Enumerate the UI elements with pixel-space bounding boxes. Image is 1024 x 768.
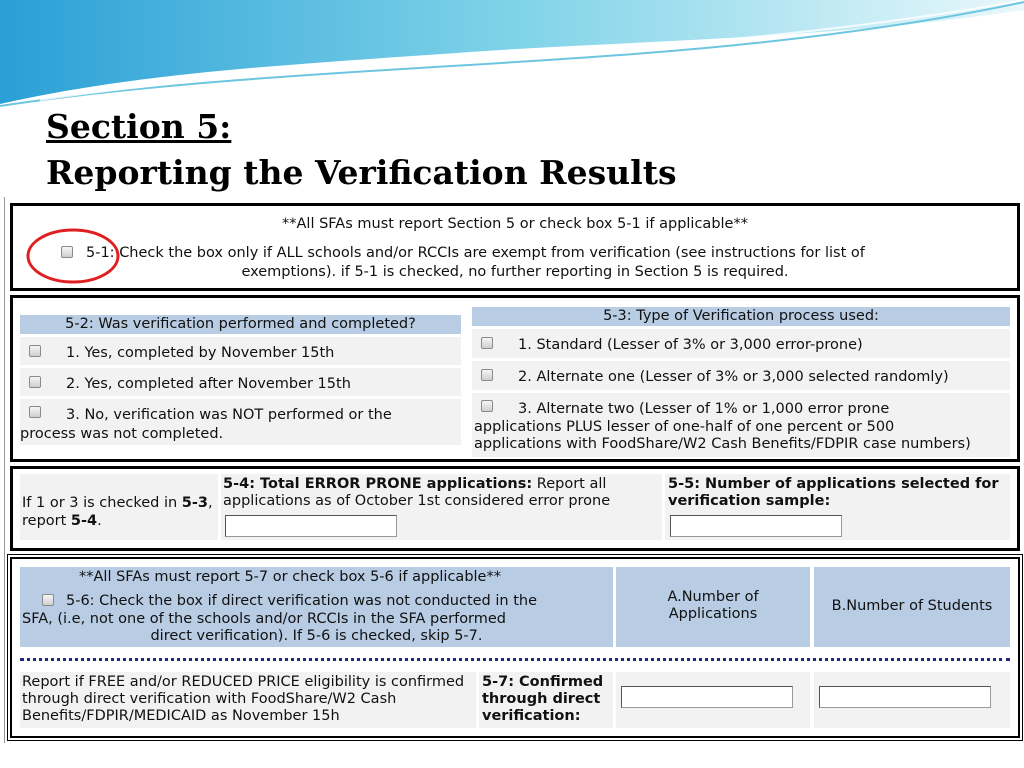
label-5-1-prefix: 5-1: [86,245,115,261]
option-5-2-2[interactable] [20,368,461,396]
column-header-applications: A.Number of Applications [616,567,810,647]
slide-title [46,104,677,196]
option-5-2-2-label: 2. Yes, completed after November 15th [66,376,351,392]
section-5-1-box [10,203,1020,291]
section-5-7-students-cell [814,672,1010,728]
checkbox-5-3-2[interactable] [481,369,493,381]
section-5-6-heading: **All SFAs must report 5-7 or check box 5-6 if applicable** [79,569,501,585]
section-5-1-heading: **All SFAs must report Section 5 or check box 5-1 if applicable** [282,216,748,232]
label-5-6-line-3: direct verification). If 5-6 is checked, skip 5-7. [150,628,483,644]
section-5-4-label-bold: 5-4: Total ERROR PRONE applications: [223,476,533,492]
direct-verification-students-input[interactable] [819,686,991,708]
note-text-3: . [97,513,102,529]
option-5-2-3-label-cont: process was not completed. [20,426,224,442]
section-5-7-note: Report if FREE and/or REDUCED PRICE eligibility is confirmed through direct verification with FoodShare/W2 Cash Benefits/FDPIR/MEDICAID as November 15h [22,674,465,724]
section-5-7-applications-cell [616,672,810,728]
direct-verification-applications-input[interactable] [621,686,793,708]
label-5-1-text: Check the box only if ALL schools and/or RCCIs are exempt from verification (see instructions for list of [119,245,865,261]
section-5-6-cell [20,567,613,647]
section-5-4-cell [221,474,662,540]
option-5-3-1-label: 1. Standard (Lesser of 3% or 3,000 error-prone) [518,337,863,353]
column-header-students: B.Number of Students [814,567,1010,647]
checkbox-5-3-3[interactable] [481,400,493,412]
option-5-3-3[interactable] [472,393,1010,457]
section-5-2-header: 5-2: Was verification performed and completed? [20,315,461,334]
option-5-3-3-label-cont1: applications PLUS lesser of one-half of one percent or 500 [474,419,895,435]
section-5-4-label [223,476,653,510]
header-wave-decoration [0,0,1024,120]
note-ref-5-3: 5-3 [181,495,208,511]
note-ref-5-4: 5-4 [70,513,98,529]
section-5-4-5-5-box [10,466,1020,551]
section-5-5-cell [665,474,1010,540]
option-5-3-1[interactable] [472,329,1010,358]
section-5-5-label: 5-5: Number of applications selected for verification sample: [668,476,999,509]
highlight-circle [25,226,125,286]
error-prone-applications-input[interactable] [225,515,397,537]
section-5-4-note-cell [20,474,218,540]
section-5-7-note-cell [20,672,476,728]
section-5-6-5-7-box [10,557,1020,738]
sample-applications-input[interactable] [670,515,842,537]
section-5-6-label [20,593,613,646]
option-5-2-1-label: 1. Yes, completed by November 15th [66,345,335,361]
checkbox-5-2-2[interactable] [29,376,41,388]
option-5-3-2[interactable] [472,361,1010,390]
option-5-3-2-label: 2. Alternate one (Lesser of 3% or 3,000 selected randomly) [518,369,949,385]
checkbox-5-2-1[interactable] [29,345,41,357]
section-5-7-label: 5-7: Confirmed through direct verification: [482,674,604,724]
section-5-2-5-3-box [10,295,1020,462]
label-5-1-text-cont: exemptions). if 5-1 is checked, no further reporting in Section 5 is required. [241,264,789,280]
note-text-1: If 1 or 3 is checked in [22,495,178,511]
note-text-2: , report [22,495,213,529]
label-5-6-line-2: SFA, (i.e, not one of the schools and/or RCCIs in the SFA performed [22,610,507,627]
title-line-1: Section 5: [46,107,232,146]
dotted-divider [20,658,1010,661]
option-5-3-3-label: 3. Alternate two (Lesser of 1% or 1,000 error prone [518,401,890,417]
option-5-2-3-label: 3. No, verification was NOT performed or the [66,407,392,423]
label-5-6-line-1: 5-6: Check the box if direct verification was not conducted in the [66,593,537,609]
checkbox-5-3-1[interactable] [481,337,493,349]
section-5-7-label-cell [479,672,613,728]
section-5-4-note [22,494,218,530]
title-line-2: Reporting the Verification Results [46,153,677,192]
option-5-2-3[interactable] [20,399,461,445]
checkbox-5-2-3[interactable] [29,406,41,418]
section-5-3-header: 5-3: Type of Verification process used: [472,307,1010,326]
section-5-4-label-rest: Report all applications as of October 1st considered error prone [223,476,611,509]
option-5-2-1[interactable] [20,337,461,365]
checkbox-5-1-label [86,245,865,261]
option-5-3-3-label-cont2: applications with FoodShare/W2 Cash Benefits/FDPIR case numbers) [474,436,971,452]
